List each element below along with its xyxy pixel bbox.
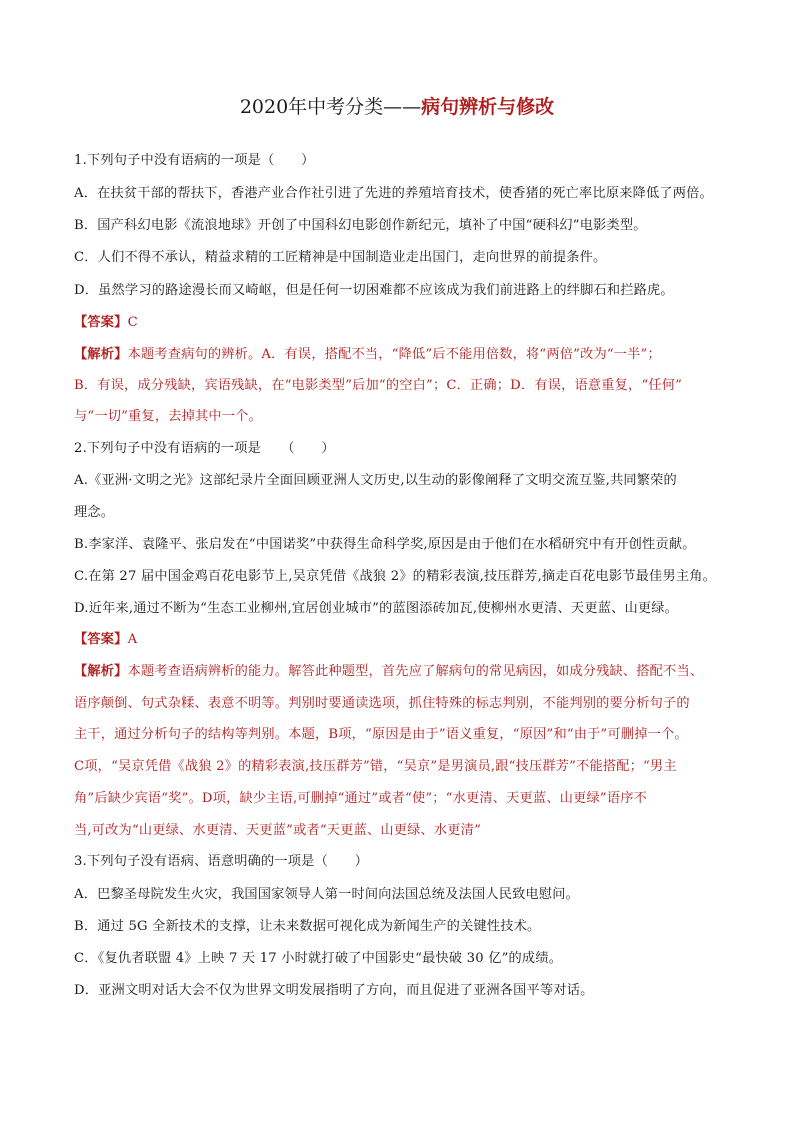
q1-analysis-text-1: 本题考查病句的辨析。A．有误，搭配不当，“降低”后不能用倍数，将“两倍”改为“一半”； xyxy=(127,347,661,362)
q2-answer xyxy=(74,630,137,650)
title-prefix: 2020年中考分类—— xyxy=(239,96,422,118)
q3-option-d: D．亚洲文明对话大会不仅为世界文明发展指明了方向，而且促进了亚洲各国平等对话。 xyxy=(74,983,594,998)
q2-answer-label: 【答案】 xyxy=(74,632,128,647)
page-title xyxy=(0,94,794,120)
q1-analysis-line-1 xyxy=(74,345,661,365)
q2-option-a-cont: 理念。 xyxy=(74,505,115,520)
q1-option-c: C．人们不得不承认，精益求精的工匠精神是中国制造业走出国门，走向世界的前提条件。 xyxy=(74,250,607,265)
q2-analysis-label: 【解析】 xyxy=(74,664,128,679)
q1-analysis-label: 【解析】 xyxy=(74,347,128,362)
q3-stem: 3.下列句子没有语病、语意明确的一项是（ ） xyxy=(74,854,369,869)
q3-option-a: A．巴黎圣母院发生火灾，我国国家领导人第一时间向法国总统及法国人民致电慰问。 xyxy=(74,887,580,902)
q1-analysis-line-3: 与“一切”重复，去掉其中一个。 xyxy=(74,409,262,424)
q2-option-d: D.近年来,通过不断为“生态工业柳州,宜居创业城市”的蓝图添砖加瓦,使柳州水更清、天更蓝、山更绿。 xyxy=(74,601,679,616)
q1-answer-label: 【答案】 xyxy=(74,315,128,330)
q2-option-c: C.在第 27 届中国金鸡百花电影节上,吴京凭借《战狼 2》的精彩表演,技压群芳,摘走百花电影节最佳男主角。 xyxy=(74,569,716,584)
q2-analysis-line-5: 角”后缺少宾语“奖”。D项，缺少主语,可删掉“通过”或者“使”；“水更清、天更蓝、山更绿”语序不 xyxy=(74,791,647,806)
q3-option-c: C．《复仇者联盟 4》上映 7 天 17 小时就打破了中国影史“最快破 30 亿”的成绩。 xyxy=(74,951,563,966)
q2-analysis-line-6: 当,可改为“山更绿、水更清、天更蓝”或者“天更蓝、山更绿、水更清” xyxy=(74,823,482,838)
q2-analysis-line-1 xyxy=(74,662,703,682)
q2-option-a: A.《亚洲·文明之光》这部纪录片全面回顾亚洲人文历史,以生动的影像阐释了文明交流互鉴,共同繁荣的 xyxy=(74,473,677,488)
q2-analysis-text-1: 本题考查语病辨析的能力。解答此种题型，首先应了解病句的常见病因，如成分残缺、搭配不当、 xyxy=(127,664,704,679)
q1-analysis-line-2: B．有误，成分残缺，宾语残缺，在“电影类型”后加“的空白”；C．正确；D．有误，语意重复，“任何” xyxy=(74,378,683,393)
q1-option-d: D．虽然学习的路途漫长而又崎岖，但是任何一切困难都不应该成为我们前进路上的绊脚石和拦路虎。 xyxy=(74,283,674,298)
q1-stem: 1.下列句子中没有语病的一项是（ ） xyxy=(74,153,315,168)
q2-stem: 2.下列句子中没有语病的一项是 （ ） xyxy=(74,441,335,456)
q2-analysis-line-4: C项，“吴京凭借《战狼 2》的精彩表演,技压群芳”错，“吴京”是男演员,跟“技压群芳”不能搭配；“男主 xyxy=(74,759,677,774)
q2-analysis-line-2: 语序颠倒、句式杂糅、表意不明等。判别时要通读选项，抓住特殊的标志判别，不能判别的要分析句子的 xyxy=(74,696,690,711)
q2-option-b: B.李家洋、袁隆平、张启发在“中国诺奖”中获得生命科学奖,原因是由于他们在水稻研究中有开创性贡献。 xyxy=(74,537,696,552)
q1-option-a: A．在扶贫干部的帮扶下，香港产业合作社引进了先进的养殖培育技术，使香猪的死亡率比原来降低了两倍。 xyxy=(74,186,713,201)
q1-option-b: B．国产科幻电影《流浪地球》开创了中国科幻电影创作新纪元，填补了中国“硬科幻”电影类型。 xyxy=(74,218,647,233)
q1-answer-value: C xyxy=(127,315,138,330)
q3-option-b: B．通过 5G 全新技术的支撑，让未来数据可视化成为新闻生产的关键性技术。 xyxy=(74,919,541,934)
title-highlight: 病句辨析与修改 xyxy=(421,96,555,118)
q2-analysis-line-3: 主干，通过分析句子的结构等判别。本题，B项，“原因是由于”语义重复，“原因”和“由于”可删掉一个。 xyxy=(74,727,688,742)
q1-answer xyxy=(74,313,138,333)
q2-answer-value: A xyxy=(127,632,138,647)
